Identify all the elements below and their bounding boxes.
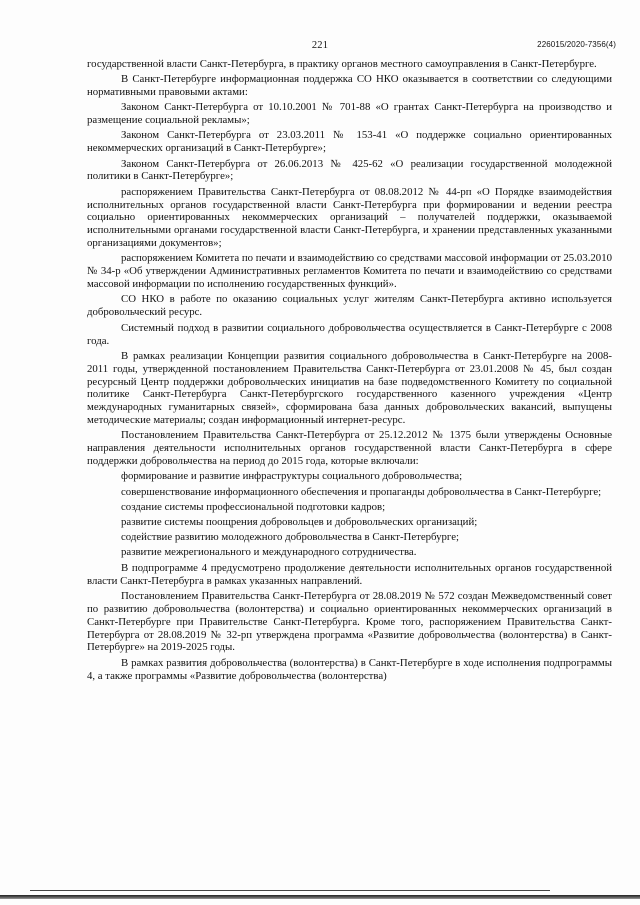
list-item-cooperation: развитие межрегионального и международного сотрудничества. [121,546,417,559]
paragraph-systematic-approach: Системный подход в развитии социального добровольчества осуществляется в Санкт-Петербурге с 2008 года. [87,321,612,347]
list-item-law-grants: Законом Санкт-Петербурга от 10.10.2001 № 701-88 «О грантах Санкт-Петербурга на производство и размещение социальной рекламы»; [87,101,612,127]
paragraph-volunteer-resource: СО НКО в работе по оказанию социальных услуг жителям Санкт-Петербурга активно используется добровольческий ресурс. [87,293,612,319]
scan-bottom-edge [0,895,640,899]
list-item-information: совершенствование информационного обеспечения и пропаганды добровольчества в Санкт-Петербурге; [121,485,602,498]
paragraph-resolution-572: Постановлением Правительства Санкт-Петербурга от 28.08.2019 № 572 создан Межведомственный совет по развитию добровольчества (волонтерства) и социально ориентированных некоммерческих организаций в Санкт-Петербурге при Правительстве Санкт-Петербурга. Кроме того, распоряжением Правительства Санкт-Петербурга от 28.08.2019 № 32-рп утверждена программа «Развитие добровольчества (волонтерства) в Санкт-Петербурге» на 2019-2025 годы. [87,589,612,654]
list-item-encouragement: развитие системы поощрения добровольцев и добровольческих организаций; [121,516,478,529]
list-item-law-sonko: Законом Санкт-Петербурга от 23.03.2011 № 153-41 «О поддержке социально ориентированных некоммерческих организаций в Санкт-Петербурге»; [87,129,612,155]
list-item-training: создание системы профессиональной подготовки кадров; [121,500,386,513]
list-item-order-press-committee: распоряжением Комитета по печати и взаимодействию со средствами массовой информации от 25.03.2010 № 34-р «Об утверждении Административных регламентов Комитета по печати и взаимодействию со средствами массовой информации по исполнению государственных функций». [87,252,612,291]
scan-edge-line [30,890,550,891]
paragraph-info-support: В Санкт-Петербурге информационная поддержка СО НКО оказывается в соответствии со следующими нормативными правовыми актами: [87,73,612,99]
paragraph-continuation: государственной власти Санкт-Петербурга, в практику органов местного самоуправления в Санкт-Петербурге. [87,58,597,70]
paragraph-concept-2008: В рамках реализации Концепции развития социального добровольчества в Санкт-Петербурге на 2008-2011 годы, утвержденной постановлением Правительства Санкт-Петербурга от 23.01.2008 № 45, был создан ресурсный Центр поддержки добровольческих инициатив на базе подведомственного Комитету по социальной политике Санкт-Петербурга Санкт-Петербургского государственного казенного учреждения «Центр международных гуманитарных связей», сформирована база данных добровольческих вакансий, выпущены методические материалы; создан информационный интернет-ресурс. [87,349,612,427]
paragraph-subprogram-4: В подпрограмме 4 предусмотрено продолжение деятельности исполнительных органов государственной власти Санкт-Петербурга в рамках указанных направлений. [87,561,612,587]
list-item-infrastructure: формирование и развитие инфраструктуры социального добровольчества; [121,470,463,483]
list-item-order-registry: распоряжением Правительства Санкт-Петербурга от 08.08.2012 № 44-рп «О Порядке взаимодействия исполнительных органов государственной власти Санкт-Петербурга при формировании и ведении реестра социально ориентированных некоммерческих организаций – получателей поддержки, оказываемой исполнительными органами государственной власти Санкт-Петербурга, и хранении представленных указанными организациями документов»; [87,185,612,250]
list-item-youth-volunteering: содействие развитию молодежного добровольчества в Санкт-Петербурге; [121,531,459,544]
document-body [87,58,612,685]
page-number: 221 [311,40,329,51]
list-item-law-youth: Законом Санкт-Петербурга от 26.06.2013 № 425-62 «О реализации государственной молодежной политики в Санкт-Петербурге»; [87,157,612,183]
paragraph-resolution-1375: Постановлением Правительства Санкт-Петербурга от 25.12.2012 № 1375 были утверждены Основные направления деятельности исполнительных органов государственной власти Санкт-Петербурга в сфере поддержки добровольчества на период до 2015 года, которые включали: [87,429,612,468]
paragraph-development-volunteering: В рамках развития добровольчества (волонтерства) в Санкт-Петербурге в ходе исполнения подпрограммы 4, а также программы «Развитие добровольчества (волонтерства) [87,656,612,682]
document-registration-code: 226015/2020-7356(4) [537,40,616,49]
